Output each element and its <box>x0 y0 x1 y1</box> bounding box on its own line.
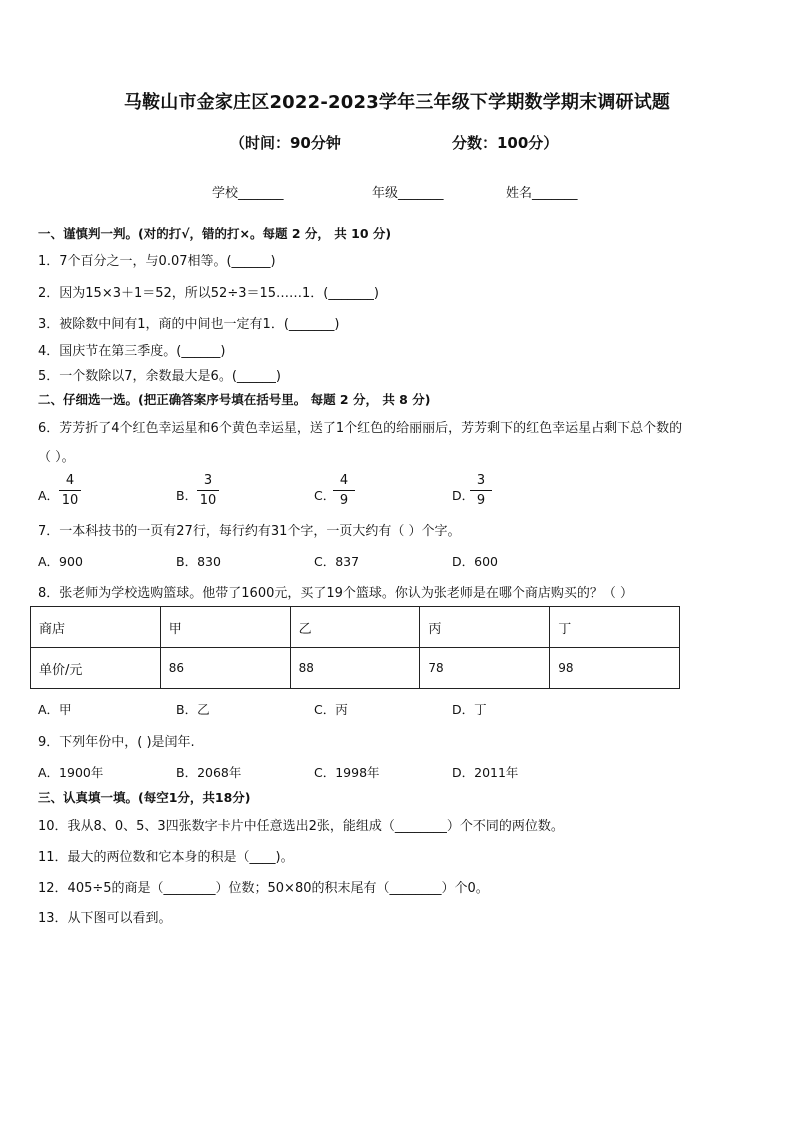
price-table <box>30 606 680 689</box>
question-12: 12．405÷5的商是（________）位数；50×80的积末尾有（________）个0。 <box>38 881 489 896</box>
page-title: 马鞍山市金家庄区2022-2023学年三年级下学期数学期末调研试题 <box>123 92 671 113</box>
q7-option-a: A．900 <box>38 554 83 569</box>
q6-option-a-label: A． <box>38 488 60 503</box>
q6-option-a-fraction: $\frac{4}{10}$ <box>59 474 81 507</box>
q9-option-a: A．1900年 <box>38 765 104 780</box>
q8-option-a: A．甲 <box>38 702 72 717</box>
section3-heading: 三、认真填一填。(每空1分，共18分) <box>38 790 251 805</box>
question-10: 10．我从8、0、5、3四张数字卡片中任意选出2张，能组成（________）个不同的两位数。 <box>38 819 564 834</box>
q7-option-b: B．830 <box>176 554 221 569</box>
table-cell: 丁 <box>550 607 680 648</box>
question-11: 11．最大的两位数和它本身的积是（____)。 <box>38 850 294 865</box>
table-cell: 86 <box>160 648 290 689</box>
table-cell: 乙 <box>290 607 420 648</box>
school-field: 学校_______ <box>212 186 284 201</box>
table-cell: 丙 <box>420 607 550 648</box>
question-13: 13．从下图可以看到。 <box>38 911 172 926</box>
q7-option-d: D．600 <box>452 554 498 569</box>
table-cell: 商店 <box>31 607 161 648</box>
table-cell: 78 <box>420 648 550 689</box>
question-6: 6．芳芳折了4个红色幸运星和6个黄色幸运星，送了1个红色的给丽丽后，芳芳剩下的红色幸运星占剩下总个数的 <box>38 421 683 436</box>
table-cell: 98 <box>550 648 680 689</box>
q9-option-b: B．2068年 <box>176 765 242 780</box>
q9-option-c: C．1998年 <box>314 765 380 780</box>
table-row <box>31 607 680 648</box>
q9-option-d: D．2011年 <box>452 765 519 780</box>
table-row <box>31 648 680 689</box>
question-4: 4．国庆节在第三季度。(______) <box>38 344 226 359</box>
table-cell: 88 <box>290 648 420 689</box>
question-7: 7．一本科技书的一页有27行，每行约有31个字，一页大约有（ ）个字。 <box>38 524 461 539</box>
table-cell: 甲 <box>160 607 290 648</box>
q8-option-d: D．丁 <box>452 702 487 717</box>
exam-time: （时间：90分钟 <box>230 134 341 152</box>
question-3: 3．被除数中间有1，商的中间也一定有1．(_______) <box>38 317 340 332</box>
question-5: 5．一个数除以7，余数最大是6。(______) <box>38 369 281 384</box>
section1-heading: 一、谨慎判一判。(对的打√，错的打×。每题 2 分， 共 10 分) <box>38 226 392 241</box>
q8-option-c: C．丙 <box>314 702 348 717</box>
question-9: 9．下列年份中，( )是闰年. <box>38 735 195 750</box>
q6-option-c-fraction: $\frac{4}{9}$ <box>333 474 355 507</box>
section2-heading: 二、仔细选一选。(把正确答案序号填在括号里。 每题 2 分， 共 8 分) <box>38 392 431 407</box>
q6-option-d-fraction: $\frac{3}{9}$ <box>470 474 492 507</box>
question-2: 2．因为15×3＋1＝52，所以52÷3＝15……1．(_______) <box>38 286 379 301</box>
question-6-blank: （ ）。 <box>38 450 75 465</box>
q8-option-b: B．乙 <box>176 702 210 717</box>
q6-option-b-fraction: $\frac{3}{10}$ <box>197 474 219 507</box>
name-field: 姓名_______ <box>506 186 578 201</box>
table-cell: 单价/元 <box>31 648 161 689</box>
grade-field: 年级_______ <box>372 186 444 201</box>
q6-option-b-label: B． <box>176 488 198 503</box>
question-1: 1．7个百分之一，与0.07相等。(______) <box>38 254 276 269</box>
q6-option-d-label: D． <box>452 488 475 503</box>
q7-option-c: C．837 <box>314 554 360 569</box>
question-8: 8．张老师为学校选购篮球。他带了1600元，买了19个篮球。你认为张老师是在哪个商店购买的？（ ） <box>38 586 634 601</box>
exam-score: 分数：100分） <box>452 134 559 152</box>
q6-option-c-label: C． <box>314 488 336 503</box>
